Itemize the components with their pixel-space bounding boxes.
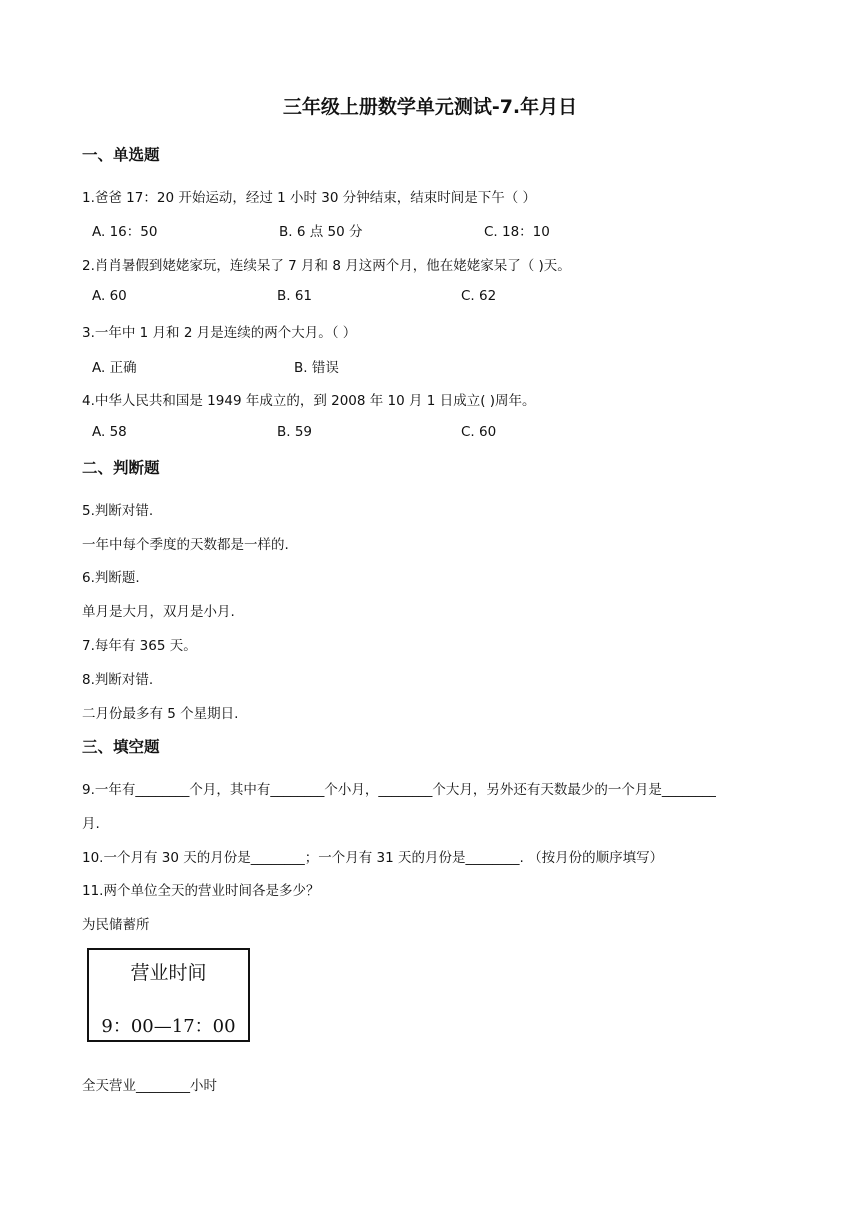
q1-option-b: B. 6 点 50 分 (279, 224, 363, 240)
question-9-line1: 9.一年有________个月，其中有________个小月，________个大月，另外还有天数最少的一个月是________ (82, 782, 716, 798)
page-title: 三年级上册数学单元测试-7.年月日 (282, 96, 578, 118)
q1-option-c: C. 18：10 (484, 224, 550, 240)
question-8-prompt: 8.判断对错. (82, 672, 154, 688)
question-5-prompt: 5.判断对错. (82, 503, 154, 519)
question-6-prompt: 6.判断题. (82, 570, 140, 586)
section-heading-single-choice: 一、单选题 (82, 146, 160, 164)
question-7: 7.每年有 365 天。 (82, 638, 197, 654)
question-2: 2.肖肖暑假到姥姥家玩，连续呆了 7 月和 8 月这两个月，他在姥姥家呆了（ )天。 (82, 258, 571, 274)
business-hours-sign (87, 948, 250, 1042)
q4-option-a: A. 58 (92, 424, 127, 440)
sign-title: 营业时间 (130, 962, 207, 984)
q1-option-a: A. 16：50 (92, 224, 158, 240)
unit-name: 为民储蓄所 (82, 917, 150, 933)
question-1: 1.爸爸 17：20 开始运动，经过 1 小时 30 分钟结束，结束时间是下午（ ） (82, 190, 537, 206)
section-heading-true-false: 二、判断题 (82, 459, 160, 477)
question-4: 4.中华人民共和国是 1949 年成立的，到 2008 年 10 月 1 日成立( )周年。 (82, 393, 536, 409)
sign-time: 9：00—17：00 (101, 1016, 236, 1037)
question-6-statement: 单月是大月，双月是小月. (82, 604, 235, 620)
question-9-line2: 月. (82, 816, 100, 832)
q3-option-b: B. 错误 (294, 360, 339, 376)
q3-option-a: A. 正确 (92, 360, 137, 376)
question-8-statement: 二月份最多有 5 个星期日. (82, 706, 239, 722)
q2-option-a: A. 60 (92, 288, 127, 304)
section-heading-fill-blank: 三、填空题 (82, 738, 160, 756)
question-10: 10.一个月有 30 天的月份是________；一个月有 31 天的月份是________. （按月份的顺序填写） (82, 850, 664, 866)
question-5-statement: 一年中每个季度的天数都是一样的. (82, 537, 289, 553)
question-11: 11.两个单位全天的营业时间各是多少？ (82, 883, 320, 899)
question-11-answer: 全天营业________小时 (82, 1078, 217, 1094)
question-3: 3.一年中 1 月和 2 月是连续的两个大月。（ ） (82, 325, 357, 341)
q4-option-c: C. 60 (461, 424, 497, 440)
q2-option-c: C. 62 (461, 288, 497, 304)
q2-option-b: B. 61 (277, 288, 313, 304)
q4-option-b: B. 59 (277, 424, 313, 440)
